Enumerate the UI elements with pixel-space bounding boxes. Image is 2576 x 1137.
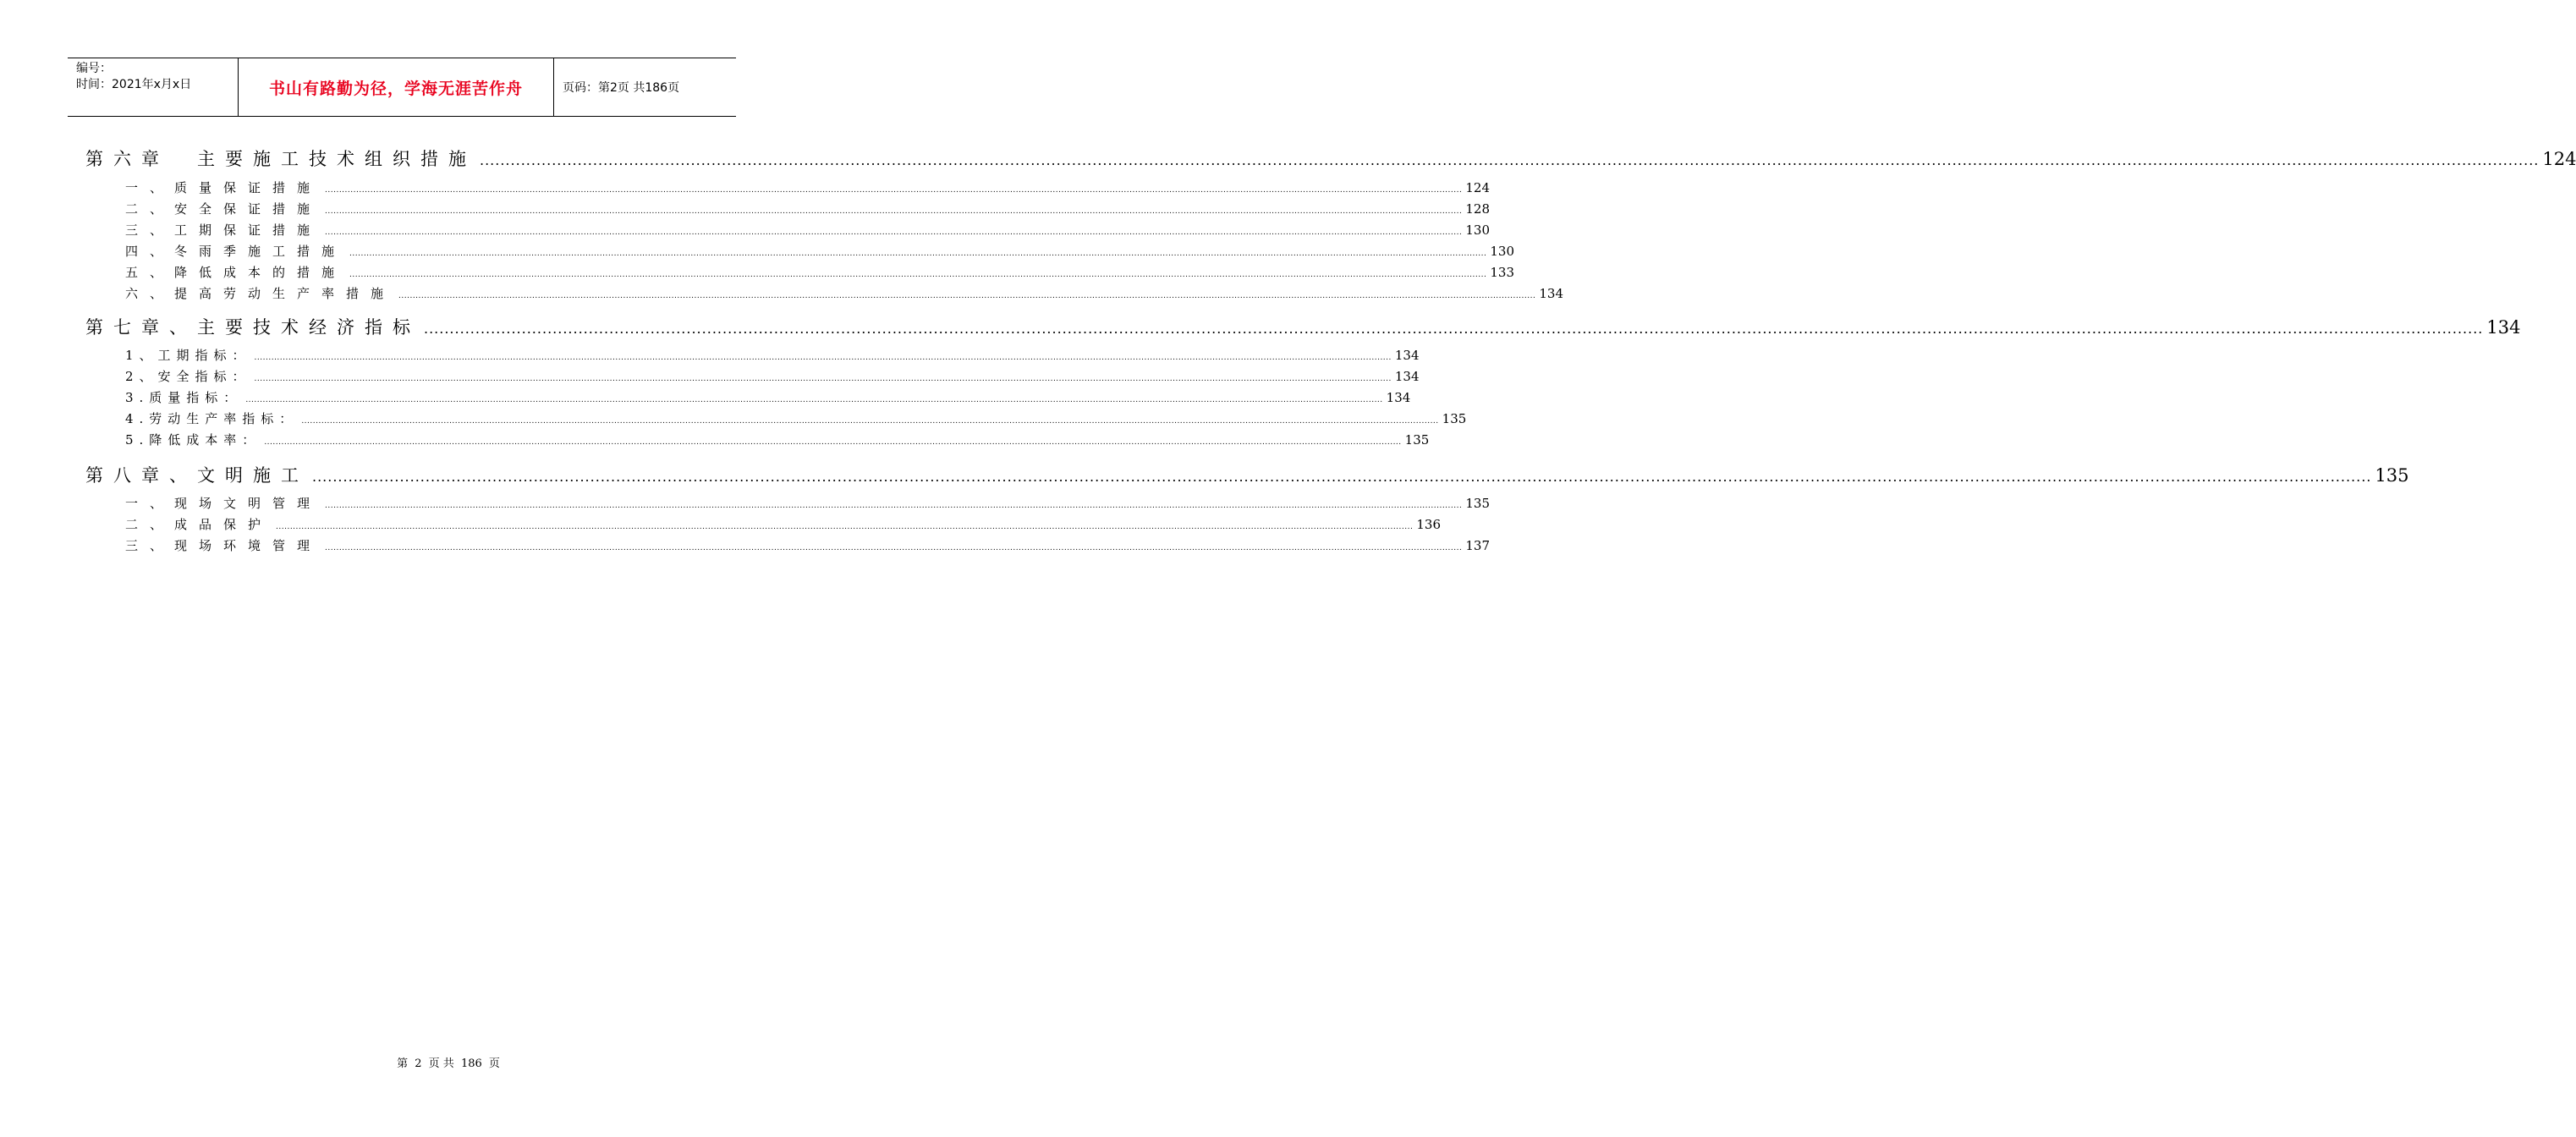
toc-dot-leader: ................................................................................................................................................................................................................................................................................................................................................................................................................ <box>325 186 1463 195</box>
toc-dot-leader: ................................................................................................................................................................................................................................................................................................................................................................................................................ <box>254 375 1392 383</box>
toc-dot-leader: ................................................................................................................................................................................................................................................................................................................................................................................................................ <box>301 417 1439 426</box>
toc-section-entry[interactable] <box>125 263 1514 281</box>
footer-middle: 页 共 <box>428 1057 454 1070</box>
toc-chapter-entry[interactable] <box>85 314 2521 339</box>
toc-entry-title: 五、降低成本的措施 <box>125 265 347 280</box>
toc-section-entry[interactable] <box>125 200 1490 217</box>
toc-dot-leader: ................................................................................................................................................................................................................................................................................................................................................................................................................ <box>264 438 1402 447</box>
toc-chapter-entry[interactable] <box>85 462 2409 487</box>
toc-entry-title: 一、现场文明管理 <box>125 496 322 511</box>
toc-dot-leader: ................................................................................................................................................................................................................................................................................................................................................................................................................ <box>398 292 1536 300</box>
toc-entry-page: 135 <box>2375 465 2409 486</box>
toc-dot-leader: ................................................................................................................................................................................................................................................................................................................................................................................................................ <box>349 271 1487 279</box>
toc-section-entry[interactable] <box>125 494 1490 512</box>
toc-entry-title: 六、提高劳动生产率措施 <box>125 286 396 301</box>
toc-entry-title: 二、安全保证措施 <box>125 201 322 217</box>
toc-section-entry[interactable] <box>125 409 1467 427</box>
toc-section-entry[interactable] <box>125 179 1490 196</box>
toc-section-entry[interactable] <box>125 284 1563 302</box>
document-date-label: 时间：2021年x月x日 <box>76 78 192 91</box>
toc-section-entry[interactable] <box>125 515 1441 533</box>
toc-entry-page: 135 <box>1404 432 1430 448</box>
toc-entry-page: 134 <box>1539 286 1563 301</box>
toc-entry-title: 一、质量保证措施 <box>125 180 322 195</box>
footer-suffix: 页 <box>488 1057 500 1070</box>
toc-entry-page: 135 <box>1465 496 1490 511</box>
toc-entry-page: 133 <box>1490 265 1514 280</box>
toc-dot-leader: ................................................................................................................................................................................................................................................................................................................................................................................................................ <box>325 544 1463 552</box>
toc-entry-title: 二、成品保护 <box>125 517 273 532</box>
toc-entry-page: 134 <box>2486 317 2521 338</box>
document-number-label: 编号： <box>76 62 112 75</box>
toc-section-entry[interactable] <box>125 536 1490 554</box>
toc-entry-page: 134 <box>1394 348 1420 363</box>
toc-entry-page: 130 <box>1465 222 1490 238</box>
toc-entry-page: 124 <box>1465 180 1490 195</box>
toc-entry-page: 128 <box>1465 201 1490 217</box>
toc-entry-title: 1、工期指标： <box>125 348 251 363</box>
toc-entry-title: 三、工期保证措施 <box>125 222 322 238</box>
toc-dot-leader: ................................................................................................................................................................................................................................................................................................................................................................................................................ <box>325 228 1463 237</box>
toc-entry-title: 第六章 主要施工技术组织措施 <box>85 149 476 169</box>
toc-entry-page: 135 <box>1442 411 1467 426</box>
header-page-info: 页码：第2页 共186页 <box>563 81 680 95</box>
toc-entry-page: 136 <box>1416 517 1441 532</box>
toc-dot-leader: ................................................................................................................................................................................................................................................................................................................................................................................................................ <box>349 250 1487 258</box>
toc-entry-page: 124 <box>2542 149 2576 169</box>
toc-dot-leader: ................................................................................................................................................................................................................................................................................................................................................................................................................ <box>276 523 1414 531</box>
toc-entry-page: 134 <box>1394 369 1420 384</box>
toc-section-entry[interactable] <box>125 367 1420 385</box>
toc-dot-leader: ................................................................................................................................................................................................................................................................................................................................................................................................................ <box>254 354 1392 362</box>
toc-section-entry[interactable] <box>125 221 1490 239</box>
footer-prefix: 第 <box>397 1057 409 1070</box>
toc-section-entry[interactable] <box>125 346 1420 364</box>
toc-entry-title: 三、现场环境管理 <box>125 538 322 553</box>
toc-section-entry[interactable] <box>125 431 1430 448</box>
footer-total-pages: 186 <box>460 1057 482 1070</box>
toc-entry-title: 四、冬雨季施工措施 <box>125 244 347 259</box>
toc-dot-leader: ................................................................................................................................................................................................................................................................................................................................................................................................................ <box>312 469 2372 485</box>
toc-entry-title: 第七章、主要技术经济指标 <box>85 317 420 338</box>
toc-entry-page: 137 <box>1465 538 1490 553</box>
toc-chapter-entry[interactable] <box>85 146 2576 171</box>
toc-dot-leader: ................................................................................................................................................................................................................................................................................................................................................................................................................ <box>245 396 1383 404</box>
toc-section-entry[interactable] <box>125 388 1411 406</box>
page-footer <box>0 1054 804 1070</box>
toc-dot-leader: ................................................................................................................................................................................................................................................................................................................................................................................................................ <box>424 321 2484 337</box>
toc-dot-leader: ................................................................................................................................................................................................................................................................................................................................................................................................................ <box>325 502 1463 510</box>
toc-dot-leader: ................................................................................................................................................................................................................................................................................................................................................................................................................ <box>325 207 1463 216</box>
toc-section-entry[interactable] <box>125 242 1514 260</box>
toc-entry-title: 4.劳动生产率指标： <box>125 411 299 426</box>
toc-entry-title: 2、安全指标： <box>125 369 251 384</box>
toc-entry-title: 第八章、文明施工 <box>85 465 309 486</box>
toc-entry-title: 3.质量指标： <box>125 390 243 405</box>
header-motto: 书山有路勤为径，学海无涯苦作舟 <box>268 79 523 98</box>
toc-dot-leader: ................................................................................................................................................................................................................................................................................................................................................................................................................ <box>480 152 2540 168</box>
toc-entry-page: 134 <box>1386 390 1411 405</box>
toc-entry-title: 5.降低成本率： <box>125 432 261 448</box>
footer-current-page: 2 <box>415 1057 422 1070</box>
toc-entry-page: 130 <box>1490 244 1514 259</box>
